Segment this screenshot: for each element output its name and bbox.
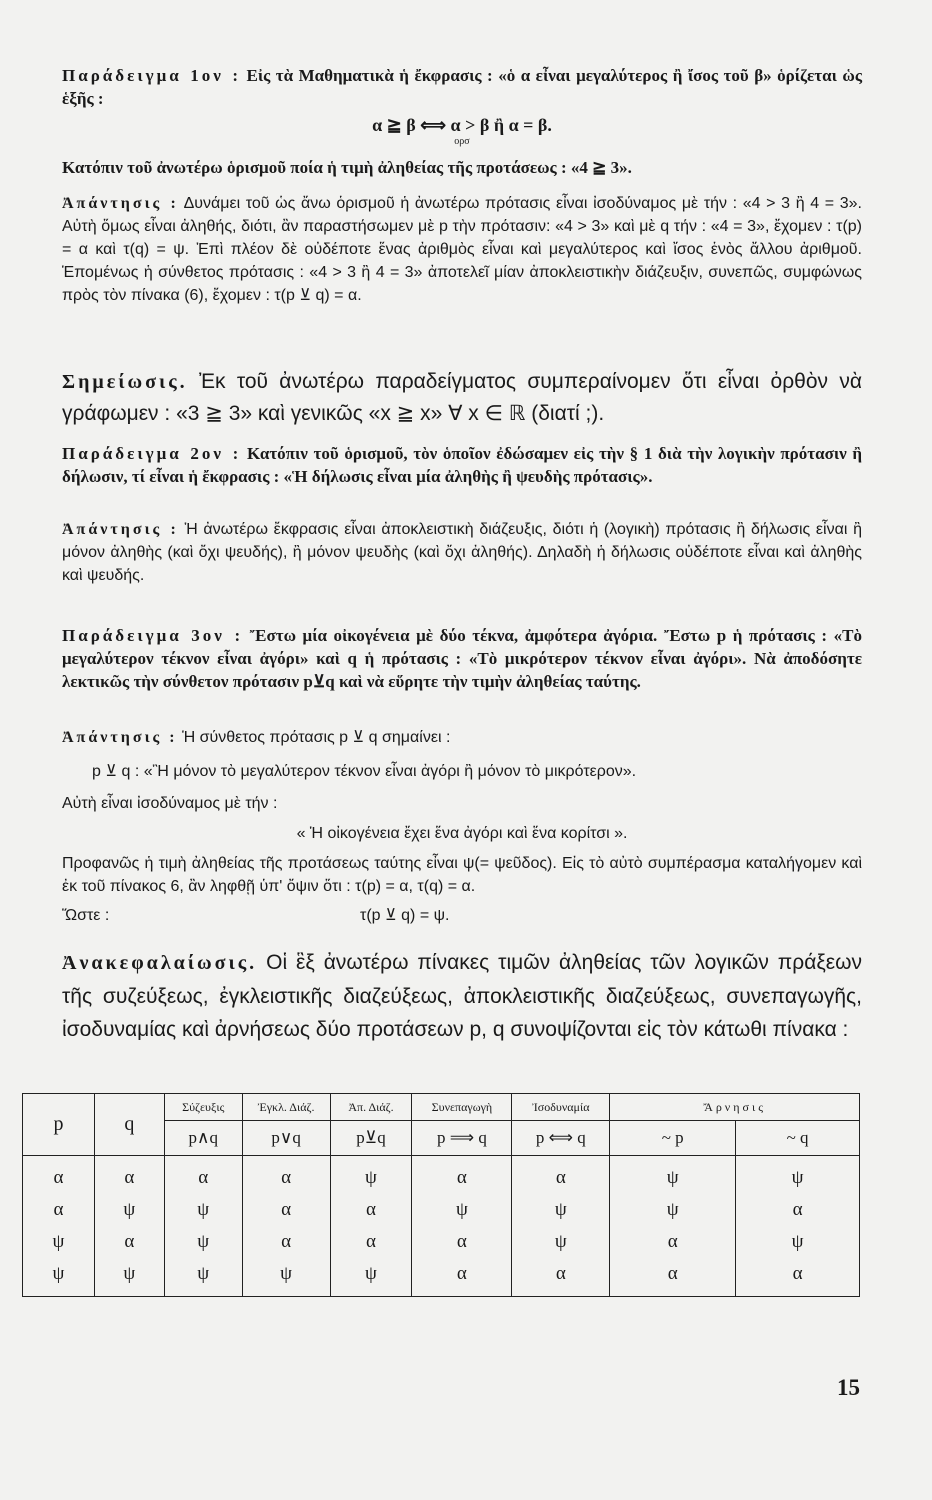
- table-cell: α: [736, 1258, 860, 1297]
- table-row: [23, 1258, 860, 1297]
- header-implication: Συνεπαγωγὴ: [412, 1094, 512, 1121]
- example-3-text: Ἔστω μία οἰκογένεια μὲ δύο τέκνα, ἀμφότερα ἀγόρια. Ἔστω p ἡ πρότασις : «Τὸ μεγαλύτερον τέκνον εἶναι ἀγόρι» καὶ q ἡ πρότασις : «Τὸ μικρότερον τέκνον εἶναι ἀγόρι». Νὰ ἀποδόσητε λεκτικῶς τὴν σύνθετον πρότασιν p⊻q καὶ νὰ εὕρητε τὴν τιμὴν ἀληθείας ταύτης.: [62, 626, 862, 691]
- table-cell: ψ: [610, 1156, 736, 1195]
- op-iff: p ⟺ q: [512, 1121, 610, 1156]
- example-1-statement: [62, 64, 862, 110]
- header-inclusive-disjunction: Ἐγκλ. Διάζ.: [242, 1094, 330, 1121]
- table-row: [23, 1156, 860, 1195]
- summary-paragraph: [62, 946, 862, 1046]
- note-paragraph: [62, 366, 862, 429]
- table-cell: ψ: [94, 1258, 164, 1297]
- op-not-p: ~ p: [610, 1121, 736, 1156]
- example-3-conclusion-formula: τ(p ⊻ q) = ψ.: [360, 907, 450, 924]
- example-1-formula-subscript: ορσ: [454, 136, 470, 147]
- table-cell: α: [610, 1258, 736, 1297]
- table-cell: ψ: [23, 1226, 95, 1258]
- table-cell: ψ: [512, 1226, 610, 1258]
- example-2-answer: [62, 518, 862, 587]
- col-header-q: q: [94, 1094, 164, 1156]
- header-exclusive-disjunction: Ἀπ. Διάζ.: [330, 1094, 412, 1121]
- example-3-answer-line-6: [62, 904, 862, 927]
- example-2-answer-label: Ἀπάντησις :: [62, 521, 179, 538]
- header-negation: Ἄρνησις: [610, 1094, 860, 1121]
- example-3-answer-line-3: Αὐτὴ εἶναι ἰσοδύναμος μὲ τήν :: [62, 795, 278, 812]
- header-conjunction: Σύζευξις: [164, 1094, 242, 1121]
- table-cell: ψ: [610, 1194, 736, 1226]
- table-cell: ψ: [164, 1194, 242, 1226]
- table-cell: ψ: [242, 1258, 330, 1297]
- table-cell: α: [23, 1156, 95, 1195]
- example-3-answer-line-4: « Ἡ οἰκογένεια ἔχει ἕνα ἀγόρι καὶ ἕνα κορίτσι ».: [296, 825, 628, 842]
- table-cell: α: [94, 1156, 164, 1195]
- table-cell: α: [23, 1194, 95, 1226]
- example-3-answer-line-5: Προφανῶς ἡ τιμὴ ἀληθείας τῆς προτάσεως ταύτης εἶναι ψ(= ψεῦδος). Εἰς τὸ αὐτὸ συμπέρασμα καταλήγομεν καὶ ἐκ τοῦ πίνακος 6, ἂν ληφθῇ ὑπ' ὄψιν ὅτι : τ(p) = α, τ(q) = α.: [62, 855, 862, 895]
- table-cell: α: [94, 1226, 164, 1258]
- note-text: Ἐκ τοῦ ἀνωτέρω παραδείγματος συμπεραίνομεν ὅτι εἶναι ὀρθὸν νὰ γράφωμεν : «3 ≧ 3» καὶ γενικῶς «x ≧ x» ∀ x ∈ ℝ (διατί ;).: [62, 370, 862, 425]
- example-2-statement: [62, 442, 862, 488]
- table-cell: α: [242, 1194, 330, 1226]
- example-1-answer-text: Δυνάμει τοῦ ὡς ἄνω ὁρισμοῦ ἡ ἀνωτέρω πρότασις εἶναι ἰσοδύναμος μὲ τήν : «4 > 3 ἢ 4 = 3». Αὐτὴ ὅμως εἶναι ἀληθής, διότι, ἂν παραστήσωμεν μὲ p τὴν πρότασιν: «4 > 3» καὶ μὲ q τήν : «4 = 3», ἔχομεν : τ(p) = α καὶ τ(q) = ψ. Ἐπὶ πλέον δὲ οὐδέποτε ἕνας ἀριθμὸς εἶναι καὶ μεγαλύτερος καὶ ἴσος ἑνὸς ἄλλου ἀριθμοῦ. Ἑπομένως ἡ σύνθετος πρότασις : «4 > 3 ἢ 4 = 3» ἀποτελεῖ μίαν ἀποκλειστικὴν διάζευξιν, συνεπῶς, συμφώνως πρὸς τὸν πίνακα (6), ἔχομεν : τ(p ⊻ q) = α.: [62, 195, 862, 304]
- example-2-answer-text: Ἡ ἀνωτέρω ἔκφρασις εἶναι ἀποκλειστικὴ διάζευξις, διότι ἡ (λογικὴ) πρότασις ἢ δήλωσις εἶναι ἢ μόνον ἀληθὴς (καὶ ὄχι ψευδής), ἢ μόνον ψευδὴς (καὶ ὄχι ἀληθής). Δηλαδὴ ἡ δήλωσις οὐδέποτε εἶναι καὶ ἀληθὴς καὶ ψευδής.: [62, 521, 863, 584]
- table-cell: ψ: [94, 1194, 164, 1226]
- example-1-answer: [62, 192, 862, 307]
- table-row: [23, 1226, 860, 1258]
- table-cell: α: [512, 1258, 610, 1297]
- table-cell: ψ: [164, 1258, 242, 1297]
- summary-text: Οἱ ἓξ ἀνωτέρω πίνακες τιμῶν ἀληθείας τῶν λογικῶν πράξεων τῆς συζεύξεως, ἐγκλειστικῆς διαζεύξεως, ἀποκλειστικῆς διαζεύξεως, συνεπαγωγῆς, ἰσοδυναμίας καὶ ἀρνήσεως δύο προτάσεων p, q συνοψίζονται εἰς τὸν κάτωθι πίνακα :: [62, 951, 862, 1041]
- col-header-p: p: [23, 1094, 95, 1156]
- op-implies: p ⟹ q: [412, 1121, 512, 1156]
- table-cell: α: [736, 1194, 860, 1226]
- table-cell: α: [164, 1156, 242, 1195]
- summary-label: Ἀνακεφαλαίωσις.: [62, 952, 258, 974]
- table-cell: α: [412, 1258, 512, 1297]
- table-cell: ψ: [412, 1194, 512, 1226]
- table-cell: α: [330, 1226, 412, 1258]
- table-cell: α: [512, 1156, 610, 1195]
- op-or: p∨q: [242, 1121, 330, 1156]
- example-3-statement: [62, 624, 862, 693]
- table-cell: ψ: [23, 1258, 95, 1297]
- table-cell: α: [610, 1226, 736, 1258]
- op-and: p∧q: [164, 1121, 242, 1156]
- example-1-text: Εἰς τὰ Μαθηματικὰ ἡ ἔκφρασις : «ὁ α εἶναι μεγαλύτερος ἢ ἴσος τοῦ β» ὁρίζεται ὡς ἑξῆς :: [62, 66, 862, 108]
- table-cell: α: [412, 1226, 512, 1258]
- example-2-text: Κατόπιν τοῦ ὁρισμοῦ, τὸν ὁποῖον ἐδώσαμεν εἰς τὴν § 1 διὰ τὴν λογικὴν πρότασιν ἢ δήλωσιν, τί εἶναι ἡ ἔκφρασις : «Ἡ δήλωσις εἶναι μία ἀληθὴς ἢ ψευδὴς πρότασις».: [62, 444, 863, 486]
- op-not-q: ~ q: [736, 1121, 860, 1156]
- table-cell: ψ: [736, 1156, 860, 1195]
- table-cell: α: [330, 1194, 412, 1226]
- example-3-answer-text-1: Ἡ σύνθετος πρότασις p ⊻ q σημαίνει :: [182, 729, 451, 746]
- example-1-formula: α ≧ β ⟺ α > β ἢ α = β.: [372, 115, 552, 135]
- example-3-answer-line-1: [62, 726, 862, 749]
- example-3-conclusion-label: Ὥστε :: [62, 907, 110, 924]
- header-equivalence: Ἰσοδυναμία: [512, 1094, 610, 1121]
- table-cell: α: [242, 1156, 330, 1195]
- example-3-answer-label: Ἀπάντησις :: [62, 729, 178, 746]
- table-cell: ψ: [512, 1194, 610, 1226]
- table-row: [23, 1194, 860, 1226]
- table-cell: ψ: [164, 1226, 242, 1258]
- table-cell: α: [412, 1156, 512, 1195]
- example-1-label: Παράδειγμα 1ον :: [62, 66, 241, 85]
- note-label: Σημείωσις.: [62, 371, 188, 393]
- truth-table: [22, 1093, 860, 1297]
- table-cell: ψ: [330, 1258, 412, 1297]
- table-cell: ψ: [736, 1226, 860, 1258]
- example-1-answer-label: Ἀπάντησις :: [62, 195, 179, 212]
- page-number: 15: [837, 1375, 860, 1400]
- example-3-label: Παράδειγμα 3ον :: [62, 626, 244, 645]
- table-cell: ψ: [330, 1156, 412, 1195]
- table-cell: α: [242, 1226, 330, 1258]
- example-3-answer-line-2: p ⊻ q : «Ἢ μόνον τὸ μεγαλύτερον τέκνον εἶναι ἀγόρι ἢ μόνον τὸ μικρότερον».: [92, 763, 637, 780]
- example-2-label: Παράδειγμα 2ον :: [62, 444, 242, 463]
- example-1-question: Κατόπιν τοῦ ἀνωτέρω ὁρισμοῦ ποία ἡ τιμὴ ἀληθείας τῆς προτάσεως : «4 ≧ 3».: [62, 158, 632, 177]
- op-xor: p⊻q: [330, 1121, 412, 1156]
